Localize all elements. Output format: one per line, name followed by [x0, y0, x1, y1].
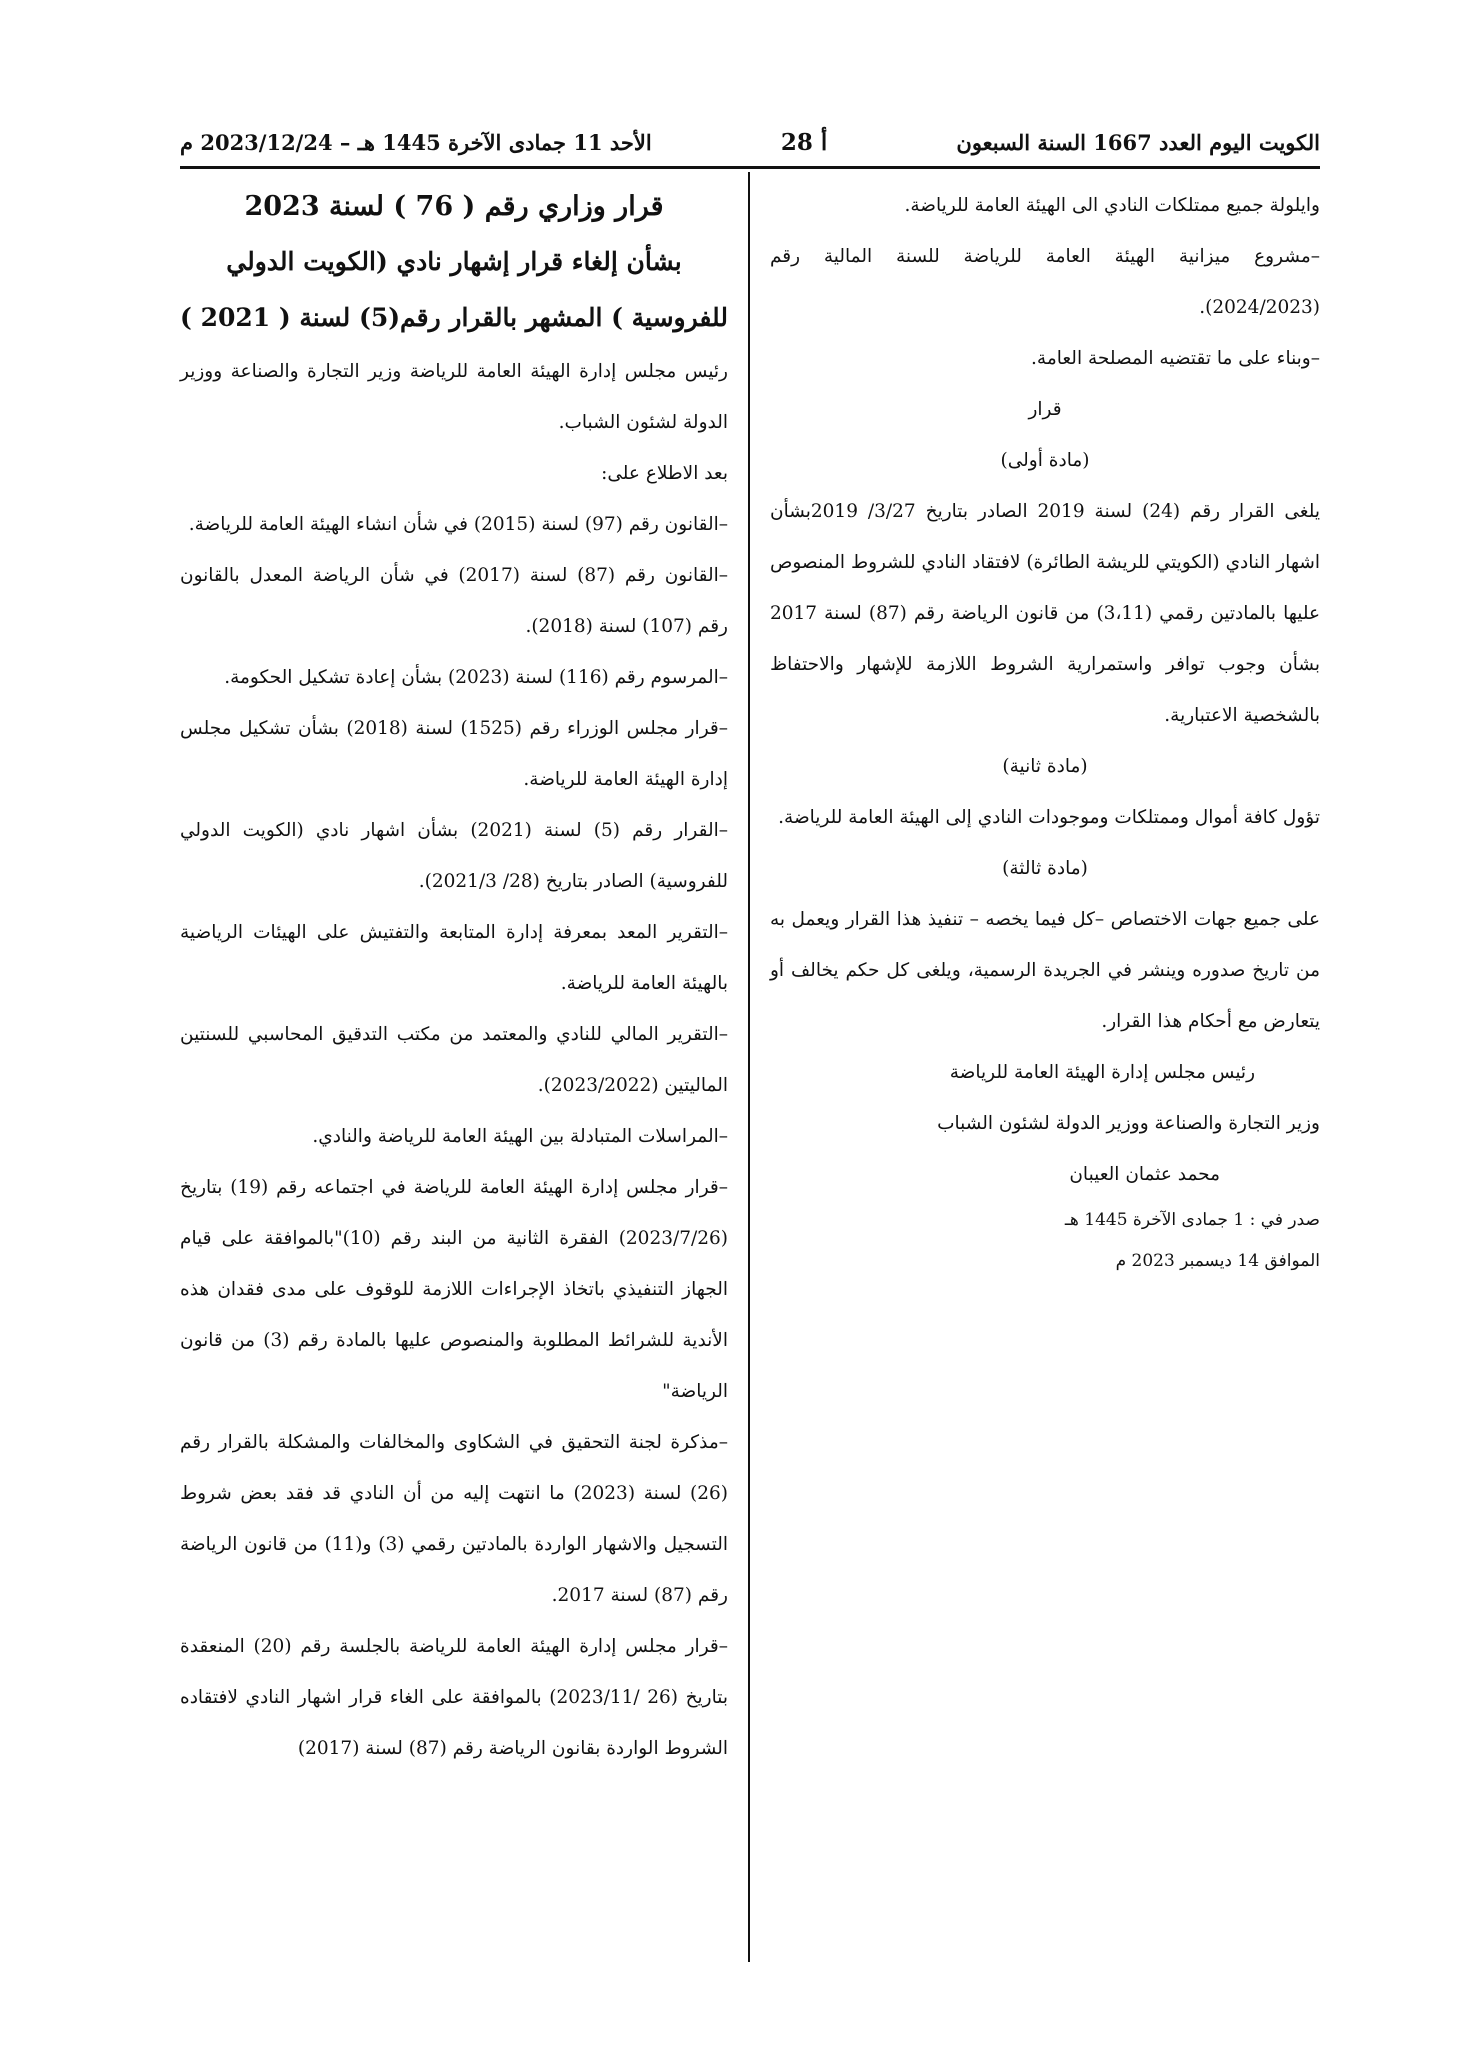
issue-date-hijri: صدر في : 1 جمادى الآخرة 1445 هـ — [1064, 1210, 1320, 1230]
intro-line: –وبناء على ما تقتضيه المصلحة العامة. — [1031, 348, 1320, 369]
after-review: بعد الاطلاع على: — [601, 463, 728, 484]
column-divider — [748, 172, 750, 1962]
page-header — [180, 122, 1320, 162]
review-item: –القرار رقم (5) لسنة (2021) بشأن اشهار نادي (الكويت الدولي للفروسية) الصادر بتاريخ (28/ 2021/3). — [180, 820, 728, 892]
decree-subtitle: بشأن إلغاء قرار إشهار نادي (الكويت الدولي — [226, 247, 682, 276]
decree-title: قرار وزاري رقم ( 76 ) لسنة 2023 — [244, 191, 664, 222]
review-item: –القانون رقم (97) لسنة (2015) في شأن انشاء الهيئة العامة للرياضة. — [188, 514, 728, 535]
header-page-number: أ 28 — [780, 128, 828, 156]
review-item: –التقرير المعد بمعرفة إدارة المتابعة والتفتيش على الهيئات الرياضية بالهيئة العامة للرياضة. — [180, 922, 728, 994]
issuer: رئيس مجلس إدارة الهيئة العامة للرياضة وزير التجارة والصناعة ووزير الدولة لشئون الشباب. — [180, 361, 728, 433]
review-item: –مذكرة لجنة التحقيق في الشكاوى والمخالفات والمشكلة بالقرار رقم (26) لسنة (2023) ما انتهت إليه من أن النادي قد فقد بعض شروط التسجيل والاشهار الواردة بالمادتين رقمي (3) و(11) من قانون الرياضة رقم (87) لسنة 2017. — [180, 1432, 729, 1606]
review-item: –المراسلات المتبادلة بين الهيئة العامة للرياضة والنادي. — [312, 1126, 728, 1147]
signature-title: رئيس مجلس إدارة الهيئة العامة للرياضة — [949, 1062, 1255, 1083]
review-item: –التقرير المالي للنادي والمعتمد من مكتب التدقيق المحاسبي للسنتين الماليتين (2023/2022). — [180, 1024, 728, 1096]
article1-label: (مادة أولى) — [1000, 450, 1090, 471]
signatory-name: محمد عثمان العيبان — [1069, 1164, 1220, 1185]
issue-date-gregorian: الموافق 14 ديسمبر 2023 م — [1115, 1251, 1320, 1271]
article3-text: على جميع جهات الاختصاص –كل فيما يخصه – تنفيذ هذا القرار ويعمل به من تاريخ صدوره وينشر في الجريدة الرسمية، ويلغى كل حكم يخالف أو يتعارض مع أحكام هذا القرار. — [770, 909, 1320, 1032]
article2-text: تؤول كافة أموال وممتلكات وموجودات النادي إلى الهيئة العامة للرياضة. — [778, 807, 1320, 828]
intro-line: –مشروع ميزانية الهيئة العامة للرياضة للسنة المالية رقم (2024/2023). — [770, 246, 1320, 318]
right-column — [770, 180, 1320, 1282]
signature-title-2: وزير التجارة والصناعة ووزير الدولة لشئون الشباب — [937, 1113, 1320, 1134]
decree-subtitle: للفروسية ) المشهر بالقرار رقم(5) لسنة ( 2021 ) — [180, 303, 728, 332]
left-column — [180, 180, 728, 1774]
review-item: –قرار مجلس إدارة الهيئة العامة للرياضة في اجتماعه رقم (19) بتاريخ (2023/7/26) الفقرة الثانية من البند رقم (10)"بالموافقة على قيام الجهاز التنفيذي باتخاذ الإجراءات اللازمة للوقوف على مدى فقدان هذه الأندية للشرائط المطلوبة والمنصوص عليها بالمادة رقم (3) من قانون الرياضة" — [180, 1177, 728, 1402]
header-rule — [180, 166, 1320, 169]
header-issue: الكويت اليوم العدد 1667 السنة السبعون — [956, 129, 1320, 155]
review-item: –قرار مجلس الوزراء رقم (1525) لسنة (2018) بشأن تشكيل مجلس إدارة الهيئة العامة للرياضة. — [180, 718, 728, 790]
review-item: –قرار مجلس إدارة الهيئة العامة للرياضة بالجلسة رقم (20) المنعقدة بتاريخ (26 /2023/11) بالموافقة على الغاء قرار اشهار النادي لافتقاده الشروط الواردة بقانون الرياضة رقم (87) لسنة (2017) — [180, 1636, 728, 1759]
article3-label: (مادة ثالثة) — [1002, 858, 1088, 879]
article2-label: (مادة ثانية) — [1002, 756, 1088, 777]
decision-label: قرار — [1028, 399, 1062, 420]
header-date: الأحد 11 جمادى الآخرة 1445 هـ – 2023/12/24 م — [180, 129, 652, 155]
review-item: –المرسوم رقم (116) لسنة (2023) بشأن إعادة تشكيل الحكومة. — [224, 667, 728, 688]
article1-text: يلغى القرار رقم (24) لسنة 2019 الصادر بتاريخ 3/27/ 2019بشأن اشهار النادي (الكويتي للريشة الطائرة) لافتقاد النادي للشروط المنصوص عليها بالمادتين رقمي (3،11) من قانون الرياضة رقم (87) لسنة 2017 بشأن وجوب توافر واستمرارية الشروط اللازمة للإشهار والاحتفاظ بالشخصية الاعتبارية. — [770, 501, 1320, 726]
review-item: –القانون رقم (87) لسنة (2017) في شأن الرياضة المعدل بالقانون رقم (107) لسنة (2018). — [180, 565, 729, 637]
intro-line: وايلولة جميع ممتلكات النادي الى الهيئة العامة للرياضة. — [904, 195, 1320, 216]
